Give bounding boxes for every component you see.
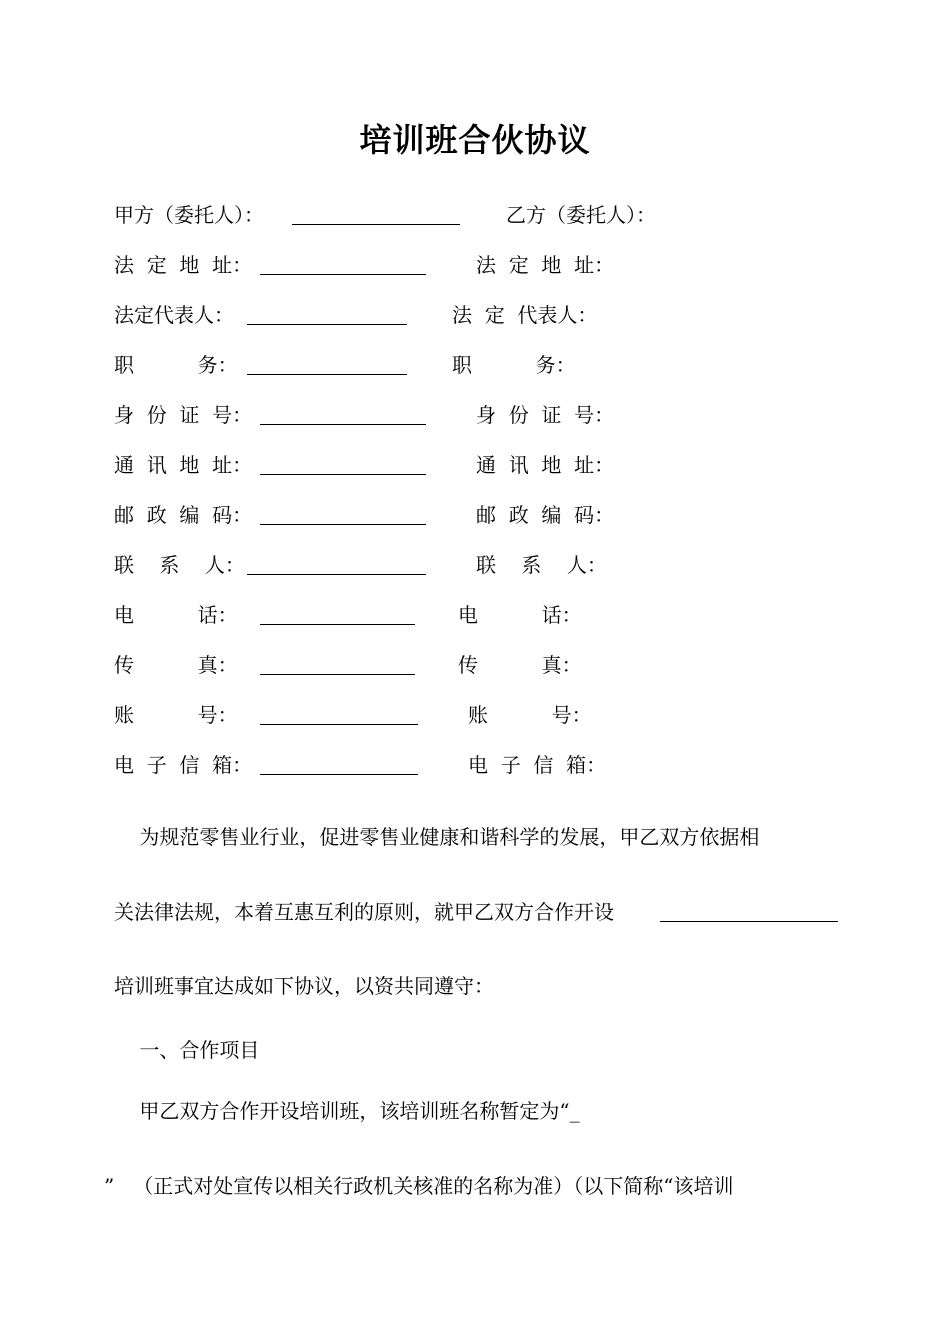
party-b-phone-label: 电 话： [458,603,582,627]
party-a-blank[interactable] [292,224,460,225]
field-row-email [0,750,950,780]
party-a-id-number-blank[interactable] [260,424,426,425]
party-a-label: 甲方（委托人）： [114,203,264,227]
party-b-contact-label: 联 系 人： [476,553,607,577]
party-a-phone-blank[interactable] [260,624,415,625]
party-b-id-number-label: 身 份 证 号： [476,403,615,427]
party-a-position-blank[interactable] [247,374,407,375]
para1-line1: 为规范零售业行业，促进零售业健康和谐科学的发展，甲乙双方依据相 [114,825,760,849]
party-a-phone-label: 电 话： [114,603,238,627]
party-b-position-label: 职 务： [452,353,576,377]
party-b-account-label: 账 号： [468,703,592,727]
field-row-legal-address [0,250,950,280]
party-b-postcode-label: 邮 政 编 码： [476,503,615,527]
party-a-contact-label: 联 系 人： [114,553,245,577]
field-row-legal-rep [0,300,950,330]
party-b-legal-rep-label: 法 定 代表人： [452,303,598,327]
para1-line2: 关法律法规，本着互惠互利的原则，就甲乙双方合作开设 [114,900,614,924]
para2-line2: ” （正式对处宣传以相关行政机关核准的名称为准）（以下简称“该培训 [104,1174,734,1198]
party-a-mail-address-blank[interactable] [260,474,426,475]
party-a-account-blank[interactable] [260,724,418,725]
party-a-postcode-label: 邮 政 编 码： [114,503,253,527]
party-a-legal-rep-blank[interactable] [247,324,407,325]
party-a-email-label: 电 子 信 箱： [114,753,253,777]
party-b-fax-label: 传 真： [458,653,582,677]
field-row-id-number [0,400,950,430]
cooperation-project-blank[interactable] [660,921,838,922]
party-a-account-label: 账 号： [114,703,238,727]
party-a-mail-address-label: 通 讯 地 址： [114,453,253,477]
party-a-postcode-blank[interactable] [260,524,426,525]
para1-line3: 培训班事宜达成如下协议，以资共同遵守： [114,974,494,998]
field-row-fax [0,650,950,680]
field-row-account [0,700,950,730]
party-a-contact-blank[interactable] [247,574,426,575]
field-row-position [0,350,950,380]
field-row-contact [0,550,950,580]
party-a-email-blank[interactable] [260,774,418,775]
section1-heading: 一、合作项目 [114,1038,260,1062]
party-b-legal-address-label: 法 定 地 址： [476,253,615,277]
field-row-mail-address [0,450,950,480]
party-a-fax-label: 传 真： [114,653,238,677]
party-a-position-label: 职 务： [114,353,238,377]
party-b-mail-address-label: 通 讯 地 址： [476,453,615,477]
field-row-phone [0,600,950,630]
party-a-legal-rep-label: 法定代表人： [114,303,234,327]
field-row-party [0,200,950,230]
party-b-email-label: 电 子 信 箱： [468,753,607,777]
party-b-label: 乙方（委托人）： [506,203,656,227]
document-title: 培训班合伙协议 [359,121,591,159]
para2-line1: 甲乙双方合作开设培训班，该培训班名称暂定为“_ [114,1099,580,1123]
party-a-legal-address-blank[interactable] [260,274,426,275]
party-a-legal-address-label: 法 定 地 址： [114,253,253,277]
party-a-fax-blank[interactable] [260,674,415,675]
party-a-id-number-label: 身 份 证 号： [114,403,253,427]
field-row-postcode [0,500,950,530]
